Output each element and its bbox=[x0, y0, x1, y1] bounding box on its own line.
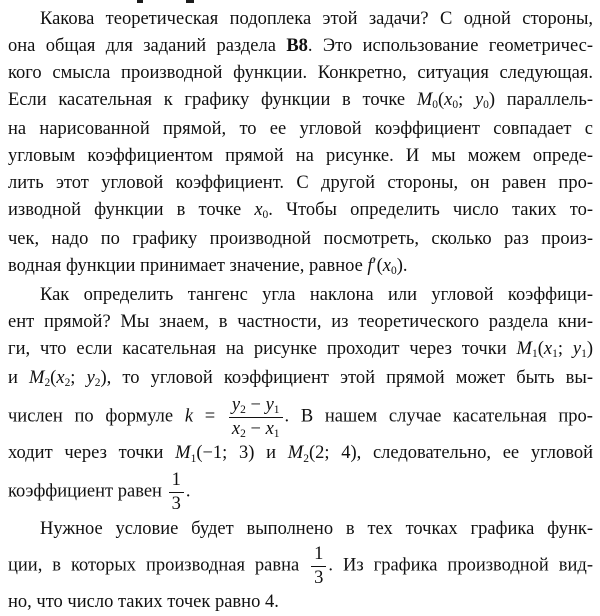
math-variable: M bbox=[175, 443, 191, 464]
text-line bbox=[8, 226, 593, 253]
text-run: изводной функции в точке bbox=[8, 200, 255, 220]
text-run: . Из графика производной вид- bbox=[328, 555, 593, 576]
text-run: ги, что если касательная на рисунке проходит через точки bbox=[8, 339, 517, 359]
text-run: 1 bbox=[314, 543, 324, 564]
paragraph-2 bbox=[8, 282, 593, 516]
subscript: 2 bbox=[64, 377, 71, 390]
text-run: водная функции принимает значение, равное bbox=[8, 256, 368, 276]
fraction bbox=[169, 470, 184, 514]
text-line bbox=[8, 33, 593, 60]
subscript: 1 bbox=[190, 452, 197, 465]
text-run: ент прямой? Мы знаем, в частности, из теоретического раздела кни- bbox=[8, 312, 593, 332]
fraction-denominator bbox=[169, 493, 184, 515]
text-line bbox=[8, 253, 593, 282]
fraction bbox=[229, 395, 283, 439]
text-run: ходит через точки bbox=[8, 443, 176, 464]
math-variable: y bbox=[474, 90, 484, 110]
math-variable: y bbox=[265, 395, 274, 415]
subscript: 0 bbox=[432, 99, 438, 112]
text-run: ( bbox=[50, 368, 57, 388]
text-block bbox=[8, 6, 593, 616]
subscript: 1 bbox=[581, 348, 587, 361]
text-line bbox=[8, 197, 593, 226]
text-run: Нужное условие будет выполнено в тех точках графика функ- bbox=[40, 518, 593, 539]
text-run: ; bbox=[458, 90, 475, 110]
text-run: на нарисованной прямой, то ее угловой коэффициент совпадает с bbox=[8, 119, 593, 139]
text-run: кого смысла производной функции. Конкретно, ситуация следующая. bbox=[8, 63, 593, 83]
math-variable: x bbox=[56, 368, 65, 388]
text-run: коэффициент равен bbox=[8, 481, 167, 502]
text-run: 3 bbox=[171, 494, 181, 515]
math-variable: k bbox=[184, 406, 194, 427]
subscript: 0 bbox=[390, 265, 397, 278]
subscript: 0 bbox=[452, 99, 459, 112]
fraction bbox=[311, 544, 326, 588]
math-variable: x bbox=[265, 418, 274, 439]
math-variable: x bbox=[543, 339, 553, 359]
text-run: ; bbox=[557, 339, 573, 359]
fraction-numerator bbox=[169, 470, 184, 493]
math-variable: y bbox=[86, 368, 95, 388]
subscript: 1 bbox=[552, 348, 558, 361]
text-line bbox=[8, 440, 593, 469]
text-run: − bbox=[245, 418, 266, 439]
subscript: 0 bbox=[262, 209, 269, 222]
fraction-numerator bbox=[311, 544, 326, 567]
text-line bbox=[8, 87, 593, 116]
fraction-numerator bbox=[229, 395, 283, 418]
text-run: Если касательная к графику функции в точке bbox=[8, 90, 417, 110]
text-line bbox=[8, 6, 593, 33]
fraction-denominator bbox=[229, 418, 283, 440]
subscript: 1 bbox=[273, 427, 280, 440]
paragraph-1 bbox=[8, 6, 593, 282]
text-line bbox=[8, 336, 593, 365]
text-run: ) bbox=[586, 339, 593, 359]
text-run: ), то угловой коэффициент этой прямой может быть вы- bbox=[100, 368, 594, 388]
subscript: 2 bbox=[240, 404, 246, 417]
math-variable: M bbox=[287, 443, 304, 464]
math-variable: M bbox=[416, 90, 433, 110]
subscript: 0 bbox=[483, 99, 489, 112]
text-line bbox=[8, 469, 593, 515]
math-variable: M bbox=[516, 339, 532, 359]
text-line bbox=[8, 282, 593, 309]
cropped-text-remnant bbox=[137, 0, 143, 3]
text-run: ( bbox=[537, 339, 544, 359]
paragraph-3 bbox=[8, 516, 593, 616]
text-line bbox=[8, 116, 593, 143]
text-run: ; bbox=[70, 368, 87, 388]
text-run: ) параллель- bbox=[488, 90, 593, 110]
text-line bbox=[8, 60, 593, 87]
text-run: . Это использование геометричес- bbox=[307, 36, 593, 56]
math-variable: x bbox=[231, 418, 241, 439]
text-run: (−1; 3) и bbox=[196, 443, 288, 464]
bold-text: В8 bbox=[286, 36, 308, 56]
math-variable: y bbox=[572, 339, 582, 359]
text-run: 3 bbox=[314, 567, 324, 588]
text-line bbox=[8, 394, 593, 440]
text-line bbox=[8, 365, 593, 394]
text-run: и bbox=[8, 368, 30, 388]
subscript: 1 bbox=[273, 404, 280, 417]
text-run: числен по формуле bbox=[8, 406, 185, 427]
cropped-text-remnant bbox=[186, 0, 194, 3]
text-line bbox=[8, 309, 593, 336]
subscript: 2 bbox=[240, 427, 246, 440]
subscript: 2 bbox=[94, 377, 101, 390]
text-run: . В нашем случае касательная про- bbox=[284, 406, 593, 427]
fraction-denominator bbox=[311, 567, 326, 589]
subscript: 2 bbox=[44, 377, 51, 390]
text-run: − bbox=[245, 395, 266, 415]
text-line bbox=[8, 170, 593, 197]
math-variable: x bbox=[444, 90, 453, 110]
math-variable: y bbox=[231, 395, 241, 415]
text-run: ции, в которых производная равна bbox=[8, 555, 310, 576]
text-run: (2; 4), следовательно, ее угловой bbox=[308, 443, 594, 464]
math-variable: M bbox=[29, 368, 45, 388]
text-run: чек, надо по графику производной посмотреть, сколько раз произ- bbox=[8, 229, 593, 249]
text-line bbox=[8, 589, 593, 616]
text-run: угловым коэффициентом прямой на рисунке. И мы можем опреде- bbox=[8, 146, 593, 166]
text-line bbox=[8, 143, 593, 170]
text-run: . bbox=[185, 481, 191, 502]
text-line bbox=[8, 543, 593, 589]
text-run: ( bbox=[437, 90, 445, 110]
text-run: ). bbox=[396, 256, 408, 276]
text-run: Как определить тангенс угла наклона или угловой коэффици- bbox=[40, 285, 593, 305]
subscript: 2 bbox=[303, 452, 309, 465]
text-run: 1 bbox=[171, 470, 181, 491]
math-variable: x bbox=[382, 256, 391, 276]
text-run: ′( bbox=[372, 256, 383, 276]
text-run: . Чтобы определить число таких то- bbox=[268, 200, 593, 220]
text-run: = bbox=[193, 406, 227, 427]
text-run: но, что число таких точек равно 4. bbox=[8, 592, 279, 613]
text-run: Какова теоретическая подоплека этой задачи? С одной стороны, bbox=[40, 9, 593, 29]
subscript: 1 bbox=[531, 348, 538, 361]
text-line bbox=[8, 516, 593, 543]
math-variable: f bbox=[367, 256, 373, 276]
math-variable: x bbox=[254, 200, 263, 220]
text-run: лить этот угловой коэффициент. С другой стороны, он равен про- bbox=[8, 173, 593, 193]
text-run: она общая для заданий раздела bbox=[8, 36, 287, 56]
